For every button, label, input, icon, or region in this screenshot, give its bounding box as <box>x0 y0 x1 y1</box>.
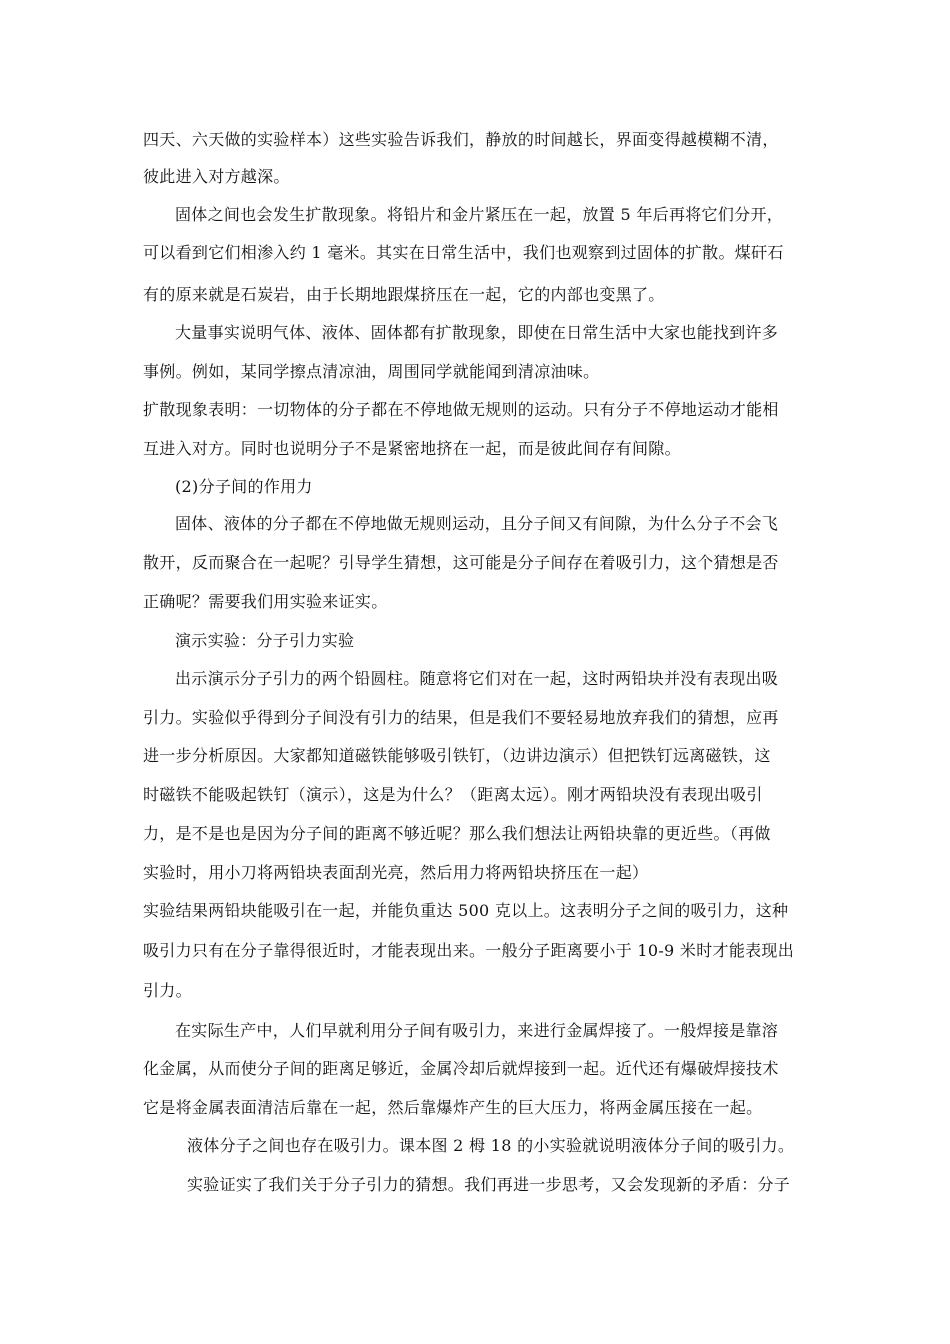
text-line: 引力。 <box>143 981 192 1000</box>
text-line: 引力。实验似乎得到分子间没有引力的结果，但是我们不要轻易地放弃我们的猜想，应再 <box>143 708 779 727</box>
text-line: 可以看到它们相渗入约 1 毫米。其实在日常生活中，我们也观察到过固体的扩散。煤矸石 <box>143 243 784 262</box>
text-line: 实验时，用小刀将两铅块表面刮光亮，然后用力将两铅块挤压在一起） <box>143 863 649 882</box>
text-line: 它是将金属表面清洁后靠在一起，然后靠爆炸产生的巨大压力，将两金属压接在一起。 <box>143 1098 763 1117</box>
text-line: 四天、六天做的实验样本）这些实验告诉我们，静放的时间越长，界面变得越模糊不清， <box>143 130 779 149</box>
text-line: 化金属，从而使分子间的距离足够近，金属冷却后就焊接到一起。近代还有爆破焊接技术 <box>143 1059 779 1078</box>
text-line: 力，是不是也是因为分子间的距离不够近呢？那么我们想法让两铅块靠的更近些。（再做 <box>143 824 771 843</box>
text-line: 出示演示分子引力的两个铅圆柱。随意将它们对在一起，这时两铅块并没有表现出吸 <box>175 669 779 688</box>
text-line: 有的原来就是石炭岩，由于长期地跟煤挤压在一起，它的内部也变黑了。 <box>143 285 665 304</box>
text-line: 在实际生产中，人们早就利用分子间有吸引力，来进行金属焊接了。一般焊接是靠溶 <box>175 1021 779 1040</box>
text-line: 扩散现象表明：一切物体的分子都在不停地做无规则的运动。只有分子不停地运动才能相 <box>143 400 779 419</box>
text-line: 演示实验：分子引力实验 <box>175 631 355 650</box>
text-line: 进一步分析原因。大家都知道磁铁能够吸引铁钉，（边讲边演示）但把铁钉远离磁铁，这 <box>143 746 771 765</box>
text-line: 吸引力只有在分子靠得很近时，才能表现出来。一般分子距离要小于 10-9 米时才能表现出 <box>143 941 795 960</box>
text-line: 彼此进入对方越深。 <box>143 167 290 186</box>
section-heading: (2)分子间的作用力 <box>175 477 313 496</box>
text-line: 事例。例如，某同学擦点清凉油，周围同学就能闻到清凉油味。 <box>143 362 600 381</box>
text-line: 实验证实了我们关于分子引力的猜想。我们再进一步思考，又会发现新的矛盾：分子 <box>187 1175 791 1194</box>
text-line: 正确呢？需要我们用实验来证实。 <box>143 592 388 611</box>
text-line: 互进入对方。同时也说明分子不是紧密地挤在一起，而是彼此间存有间隙。 <box>143 439 681 458</box>
text-line: 时磁铁不能吸起铁钉（演示），这是为什么？（距离太远）。刚才两铅块没有表现出吸引 <box>143 785 763 804</box>
text-line: 固体之间也会发生扩散现象。将铅片和金片紧压在一起，放置 5 年后再将它们分开， <box>175 205 784 224</box>
text-line: 实验结果两铅块能吸引在一起，并能负重达 500 克以上。这表明分子之间的吸引力，这种 <box>143 901 789 920</box>
text-line: 散开，反而聚合在一起呢？引导学生猜想，这可能是分子间存在着吸引力，这个猜想是否 <box>143 553 779 572</box>
text-line: 液体分子之间也存在吸引力。课本图 2 栂 18 的小实验就说明液体分子间的吸引力。 <box>187 1136 795 1155</box>
text-line: 固体、液体的分子都在不停地做无规则运动，且分子间又有间隙，为什么分子不会飞 <box>175 514 779 533</box>
text-line: 大量事实说明气体、液体、固体都有扩散现象，即使在日常生活中大家也能找到许多 <box>175 323 779 342</box>
